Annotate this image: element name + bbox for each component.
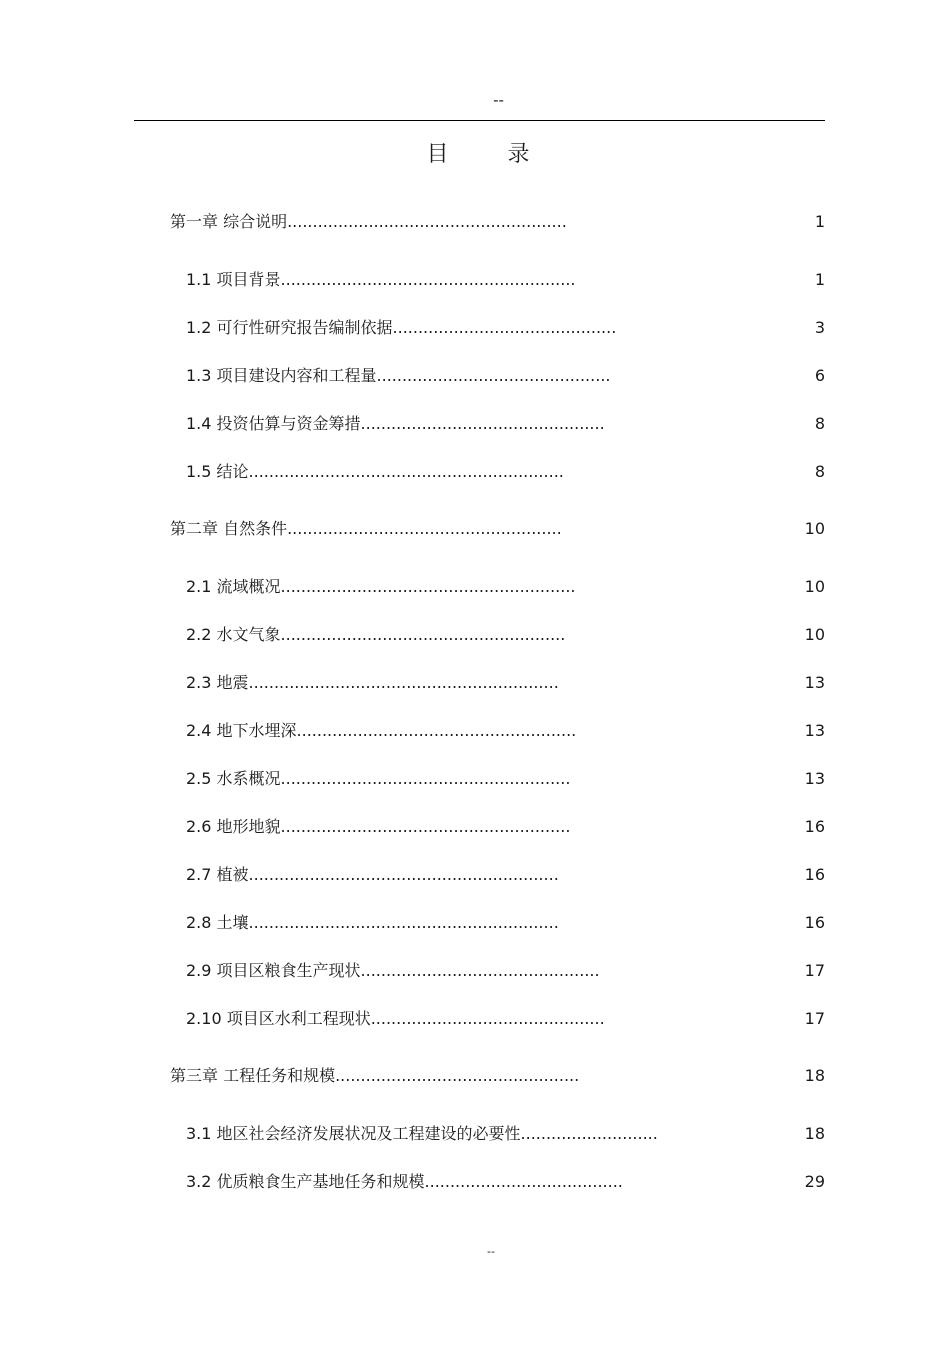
toc-section-1-2[interactable]	[0, 317, 950, 339]
toc-entry-label: 1.2 可行性研究报告编制依据............................................	[186, 318, 617, 337]
toc-section-2-2[interactable]	[0, 624, 950, 646]
toc-entry-label: 2.5 水系概况.........................................................	[186, 769, 571, 788]
toc-entry-label: 2.10 项目区水利工程现状..............................................	[186, 1009, 605, 1028]
toc-page-number: 1	[814, 212, 825, 231]
toc-page-number: 6	[814, 366, 825, 385]
toc-page-number: 16	[804, 817, 825, 836]
toc-page-number: 17	[804, 1009, 825, 1028]
toc-entry-label: 1.4 投资估算与资金筹措................................................	[186, 414, 605, 433]
toc-page-number: 10	[804, 519, 825, 538]
toc-entry-label: 1.5 结论..............................................................	[186, 462, 564, 481]
toc-entry-label: 2.3 地震.............................................................	[186, 673, 559, 692]
toc-section-1-4[interactable]	[0, 413, 950, 435]
page-header-mark: --	[493, 91, 504, 109]
toc-section-2-1[interactable]	[0, 576, 950, 598]
toc-page-number: 17	[804, 961, 825, 980]
toc-entry-label: 3.1 地区社会经济发展状况及工程建设的必要性...........................	[186, 1124, 658, 1143]
toc-section-2-8[interactable]	[0, 912, 950, 934]
toc-entry-label: 2.6 地形地貌.........................................................	[186, 817, 571, 836]
toc-page-number: 8	[814, 414, 825, 433]
toc-entry-label: 2.4 地下水埋深.......................................................	[186, 721, 577, 740]
toc-section-1-1[interactable]	[0, 269, 950, 291]
toc-entry-label: 2.8 土壤.............................................................	[186, 913, 559, 932]
toc-entry-label: 3.2 优质粮食生产基地任务和规模.......................................	[186, 1172, 623, 1191]
toc-page-number: 13	[804, 721, 825, 740]
toc-page-number: 16	[804, 913, 825, 932]
toc-page-number: 18	[804, 1066, 825, 1085]
toc-page-number: 10	[804, 625, 825, 644]
toc-section-3-2[interactable]	[0, 1171, 950, 1193]
toc-entry-label: 第一章 综合说明.......................................................	[170, 212, 567, 231]
toc-entry-label: 2.2 水文气象........................................................	[186, 625, 566, 644]
toc-chapter-3[interactable]	[0, 1065, 950, 1087]
toc-entry-label: 1.1 项目背景..........................................................	[186, 270, 576, 289]
header-divider	[134, 120, 825, 121]
toc-page-number: 3	[814, 318, 825, 337]
toc-page-number: 1	[814, 270, 825, 289]
toc-title: 目 录	[426, 142, 556, 167]
toc-section-2-7[interactable]	[0, 864, 950, 886]
toc-entry-label: 第三章 工程任务和规模................................................	[170, 1066, 580, 1085]
toc-section-2-6[interactable]	[0, 816, 950, 838]
toc-page-number: 10	[804, 577, 825, 596]
toc-section-2-5[interactable]	[0, 768, 950, 790]
toc-entry-label: 2.7 植被.............................................................	[186, 865, 559, 884]
toc-page-number: 29	[804, 1172, 825, 1191]
toc-section-2-10[interactable]	[0, 1008, 950, 1030]
toc-page-number: 16	[804, 865, 825, 884]
toc-chapter-1[interactable]	[0, 211, 950, 233]
toc-page-number: 13	[804, 769, 825, 788]
toc-section-2-3[interactable]	[0, 672, 950, 694]
toc-entry-label: 2.9 项目区粮食生产现状...............................................	[186, 961, 600, 980]
toc-section-2-4[interactable]	[0, 720, 950, 742]
page-footer-mark: --	[487, 1245, 495, 1258]
toc-entry-label: 1.3 项目建设内容和工程量..............................................	[186, 366, 611, 385]
toc-section-3-1[interactable]	[0, 1123, 950, 1145]
toc-section-1-5[interactable]	[0, 461, 950, 483]
toc-chapter-2[interactable]	[0, 518, 950, 540]
toc-section-1-3[interactable]	[0, 365, 950, 387]
toc-page-number: 18	[804, 1124, 825, 1143]
toc-entry-label: 2.1 流域概况..........................................................	[186, 577, 576, 596]
toc-page-number: 13	[804, 673, 825, 692]
toc-page-number: 8	[814, 462, 825, 481]
toc-entry-label: 第二章 自然条件......................................................	[170, 519, 562, 538]
toc-section-2-9[interactable]	[0, 960, 950, 982]
